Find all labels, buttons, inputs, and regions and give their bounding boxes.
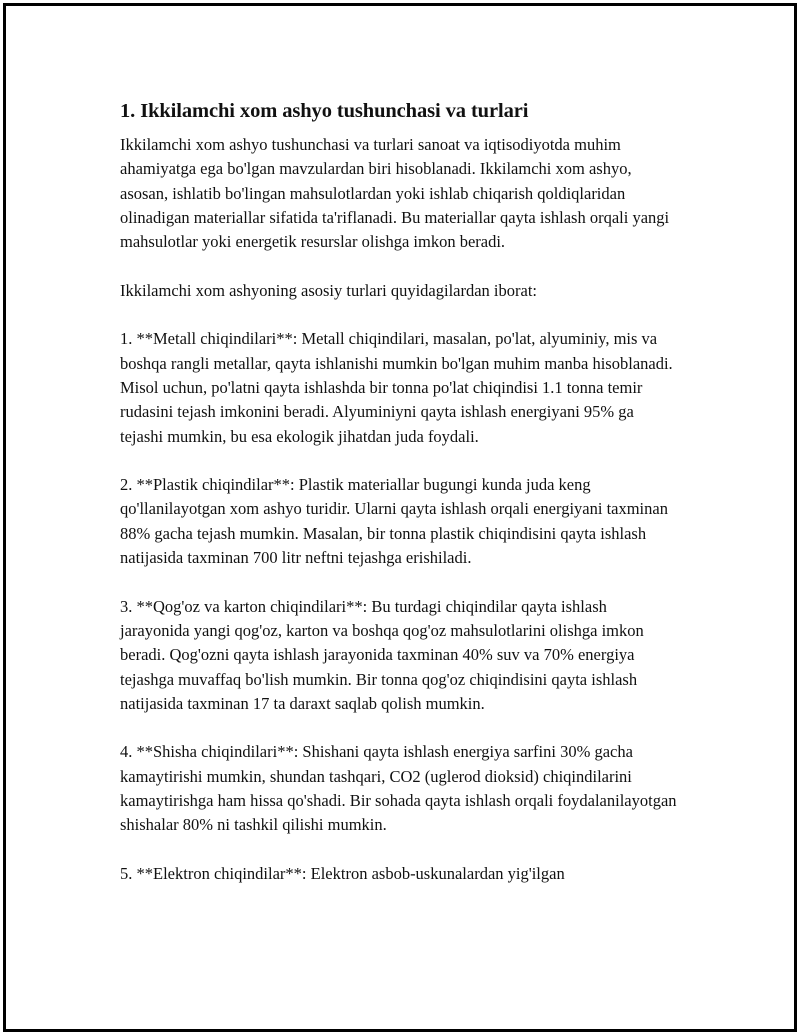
intro-paragraph: Ikkilamchi xom ashyo tushunchasi va turlari sanoat va iqtisodiyotda muhim ahamiyatga ega bo'lgan mavzulardan biri hisoblanadi. Ikkilamchi xom ashyo, asosan, ishlatib bo'lingan mahsulotlardan yoki ishlab chiqarish qoldiqlaridan olinadigan materiallar sifatida ta'riflanadi. Bu materiallar qayta ishlash orqali yangi mahsulotlar yoki energetik resurslar olishga imkon beradi.	[120, 135, 670, 252]
paper-waste-paragraph: 3. **Qog'oz va karton chiqindilari**: Bu turdagi chiqindilar qayta ishlash jarayonida yangi qog'oz, karton va boshqa qog'oz mahsulotlarini olishga imkon beradi. Qog'ozni qayta ishlash jarayonida taxminan 40% suv va 70% energiya tejashga muvaffaq bo'lish mumkin. Bir tonna qog'oz chiqindisini qayta ishlash natijasida taxminan 17 ta daraxt saqlab qolish mumkin.	[120, 596, 644, 713]
plastic-waste-paragraph: 2. **Plastik chiqindilar**: Plastik materiallar bugungi kunda juda keng qo'llanilayotgan xom ashyo turidir. Ularni qayta ishlash orqali energiyani taxminan 88% gacha tejash mumkin. Masalan, bir tonna plastik chiqindisini qayta ishlash natijasida taxminan 700 litr neftni tejashga erishiladi.	[120, 475, 668, 568]
page-frame	[3, 3, 797, 1032]
types-intro-paragraph: Ikkilamchi xom ashyoning asosiy turlari quyidagilardan iborat:	[120, 280, 537, 300]
glass-waste-paragraph: 4. **Shisha chiqindilari**: Shishani qayta ishlash energiya sarfini 30% gacha kamaytirishi mumkin, shundan tashqari, CO2 (uglerod dioksid) chiqindilarini kamaytirishga ham hissa qo'shadi. Bir sohada qayta ishlash orqali foydalanilayotgan shishalar 80% ni tashkil qilishi mumkin.	[120, 742, 677, 835]
section-heading: 1. Ikkilamchi xom ashyo tushunchasi va turlari	[120, 100, 529, 122]
electronic-waste-paragraph: 5. **Elektron chiqindilar**: Elektron asbob-uskunalardan yig'ilgan	[120, 863, 565, 883]
document-body	[120, 98, 680, 886]
metal-waste-paragraph: 1. **Metall chiqindilari**: Metall chiqindilari, masalan, po'lat, alyuminiy, mis va boshqa rangli metallar, qayta ishlanishi mumkin bo'lgan muhim manba hisoblanadi. Misol uchun, po'latni qayta ishlashda bir tonna po'lat chiqindisi 1.1 tonna temir rudasini tejash imkonini beradi. Alyuminiyni qayta ishlash energiyani 95% ga tejashi mumkin, bu esa ekologik jihatdan juda foydali.	[120, 329, 673, 446]
